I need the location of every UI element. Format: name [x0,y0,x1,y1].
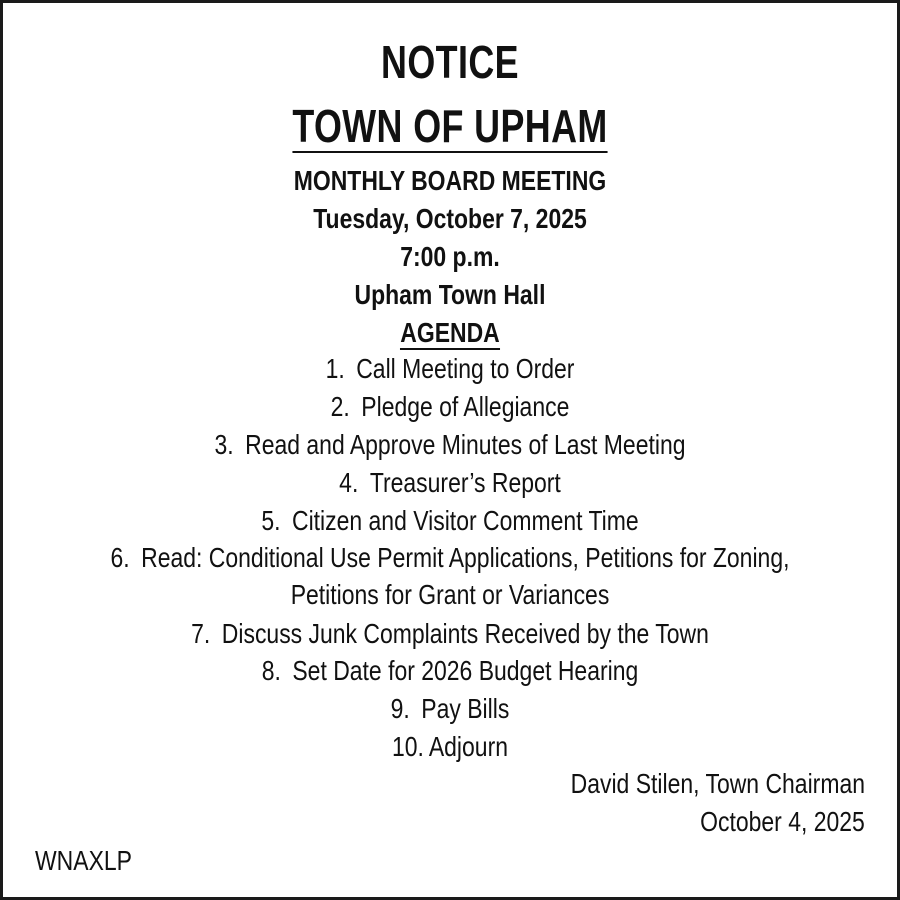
notice-heading: NOTICE [381,36,519,88]
agenda-item-6 [83,544,816,572]
agenda-item-8 [83,657,816,685]
agenda-item-number: 6. [110,542,130,573]
agenda-item-number: 9. [390,693,410,724]
agenda-item-text: Set Date for 2026 Budget Hearing [292,655,639,686]
agenda-item-text: Read: Conditional Use Permit Applications, Petitions for Zoning, [141,542,790,573]
agenda-item-number: 4. [339,467,359,498]
agenda-item-text: Treasurer’s Report [369,467,561,498]
agenda-item-text: Call Meeting to Order [356,353,575,384]
agenda-item-1 [83,355,816,383]
meeting-time: 7:00 p.m. [400,241,500,272]
agenda-item-3 [83,431,816,459]
agenda-item-number: 10. [391,731,424,762]
agenda-heading-text: AGENDA [400,317,500,348]
agenda-item-number: 5. [261,505,281,536]
agenda-item-9 [83,695,816,723]
agenda-item-number: 8. [261,655,281,686]
agenda-item-number: 3. [214,429,234,460]
meeting-location: Upham Town Hall [354,279,546,310]
agenda-item-4 [83,469,816,497]
agenda-item-text: Pledge of Allegiance [361,391,570,422]
agenda-item-6-continuation: Petitions for Grant or Variances [290,579,610,610]
agenda-item-text: Citizen and Visitor Comment Time [291,505,639,536]
signature-date: October 4, 2025 [700,806,865,837]
agenda-item-10 [83,733,816,761]
signatory-name: David Stilen, Town Chairman [570,768,865,799]
agenda-item-text: Read and Approve Minutes of Last Meeting [245,429,686,460]
meeting-date: Tuesday, October 7, 2025 [313,203,587,234]
agenda-item-7 [83,620,816,648]
agenda-item-number: 7. [191,618,211,649]
agenda-item-number: 1. [325,353,345,384]
publication-code: WNAXLP [35,845,132,876]
agenda-item-text: Discuss Junk Complaints Received by the Town [221,618,709,649]
meeting-title: MONTHLY BOARD MEETING [293,165,607,196]
agenda-item-text: Pay Bills [421,693,510,724]
agenda-heading [83,319,816,350]
agenda-item-5 [83,507,816,535]
town-heading [101,100,798,153]
agenda-item-number: 2. [330,391,350,422]
agenda-item-text: Adjourn [428,731,508,762]
agenda-item-2 [83,393,816,421]
town-name: TOWN OF UPHAM [292,100,608,152]
